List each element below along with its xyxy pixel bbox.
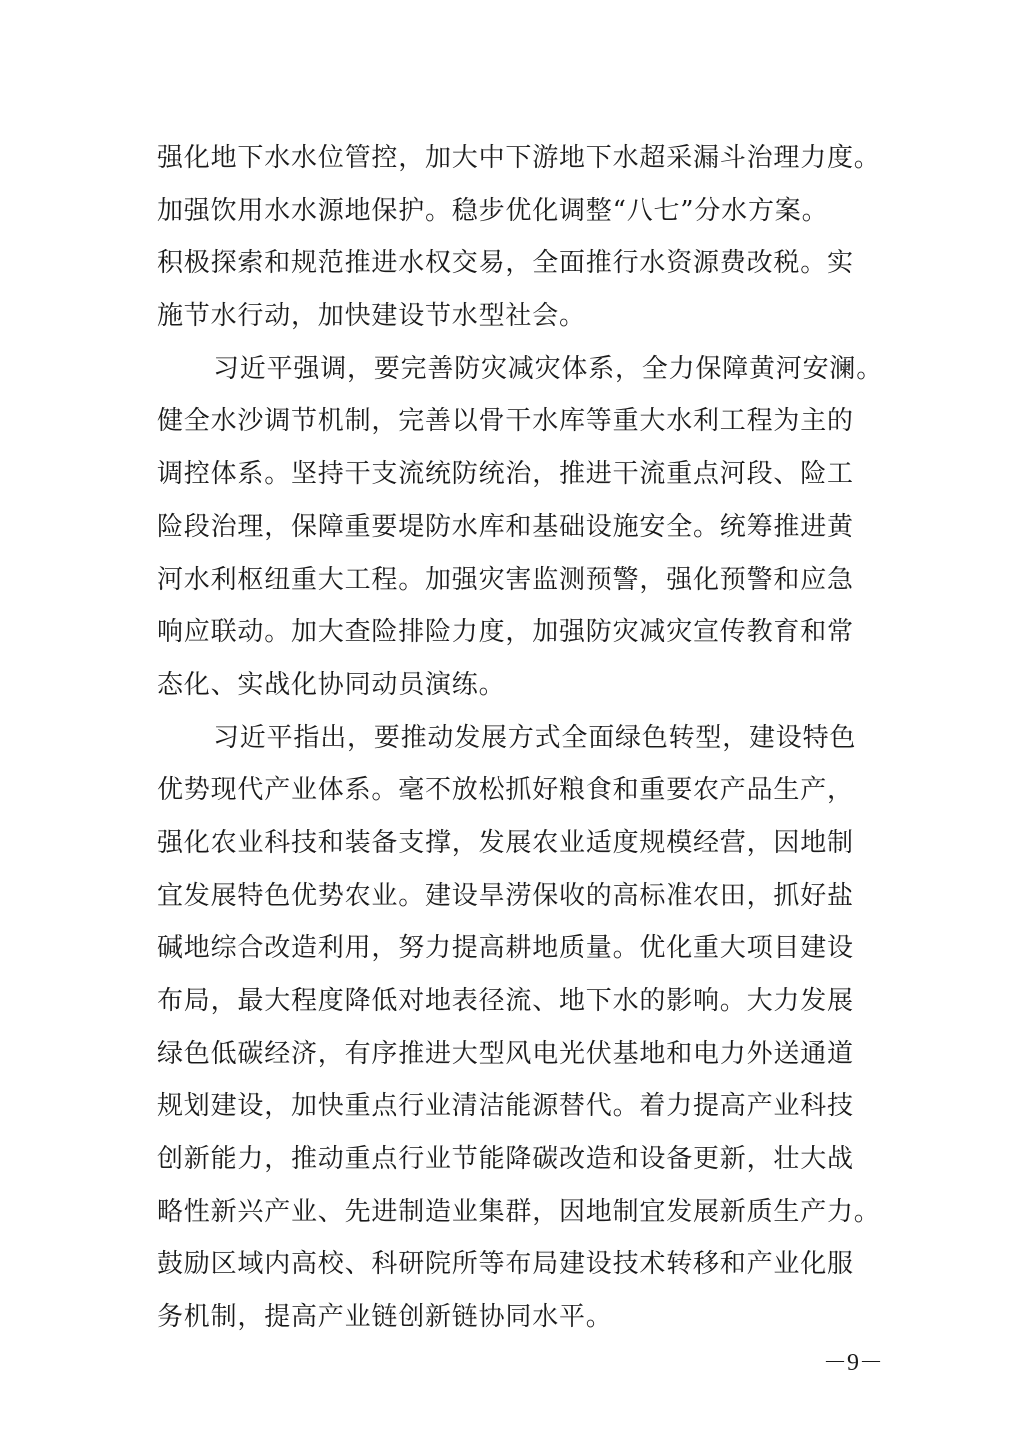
body-text <box>157 132 884 1344</box>
text-line: 鼓励区域内高校、科研院所等布局建设技术转移和产业化服 <box>157 1249 854 1280</box>
page-number: －9－ <box>823 1350 883 1376</box>
text-line: 创新能力，推动重点行业节能降碳改造和设备更新，壮大战 <box>157 1144 854 1175</box>
text-line: 务机制，提高产业链创新链协同水平。 <box>157 1302 613 1333</box>
paragraph-start-line: 习近平强调，要完善防灾减灾体系，全力保障黄河安澜。 <box>213 353 884 384</box>
text-line: 调控体系。坚持干支流统防统治，推进干流重点河段、险工 <box>157 459 854 490</box>
text-line: 强化地下水水位管控，加大中下游地下水超采漏斗治理力度。 <box>157 143 881 173</box>
text-line: 险段治理，保障重要堤防水库和基础设施安全。统筹推进黄 <box>157 511 854 542</box>
text-line: 宜发展特色优势农业。建设旱涝保收的高标准农田，抓好盐 <box>157 880 854 911</box>
text-line: 健全水沙调节机制，完善以骨干水库等重大水利工程为主的 <box>157 406 854 437</box>
text-line: 强化农业科技和装备支撑，发展农业适度规模经营，因地制 <box>157 827 854 858</box>
paragraph-start-line: 习近平指出，要推动发展方式全面绿色转型，建设特色 <box>213 722 857 753</box>
text-line: 加强饮用水水源地保护。稳步优化调整“八七”分水方案。 <box>157 195 829 226</box>
text-line: 略性新兴产业、先进制造业集群，因地制宜发展新质生产力。 <box>157 1196 881 1227</box>
text-line: 河水利枢纽重大工程。加强灾害监测预警，强化预警和应急 <box>157 564 854 595</box>
text-line: 响应联动。加大查险排险力度，加强防灾减灾宣传教育和常 <box>157 617 854 648</box>
text-line: 碱地综合改造利用，努力提高耕地质量。优化重大项目建设 <box>157 933 854 964</box>
text-line: 施节水行动，加快建设节水型社会。 <box>157 301 586 332</box>
text-line: 布局，最大程度降低对地表径流、地下水的影响。大力发展 <box>157 986 854 1016</box>
text-line: 积极探索和规范推进水权交易，全面推行水资源费改税。实 <box>157 248 854 279</box>
text-line: 优势现代产业体系。毫不放松抓好粮食和重要农产品生产， <box>157 775 854 806</box>
text-line: 绿色低碳经济，有序推进大型风电光伏基地和电力外送通道 <box>157 1038 854 1069</box>
text-line: 规划建设，加快重点行业清洁能源替代。着力提高产业科技 <box>157 1091 854 1122</box>
text-line: 态化、实战化协同动员演练。 <box>157 669 506 700</box>
